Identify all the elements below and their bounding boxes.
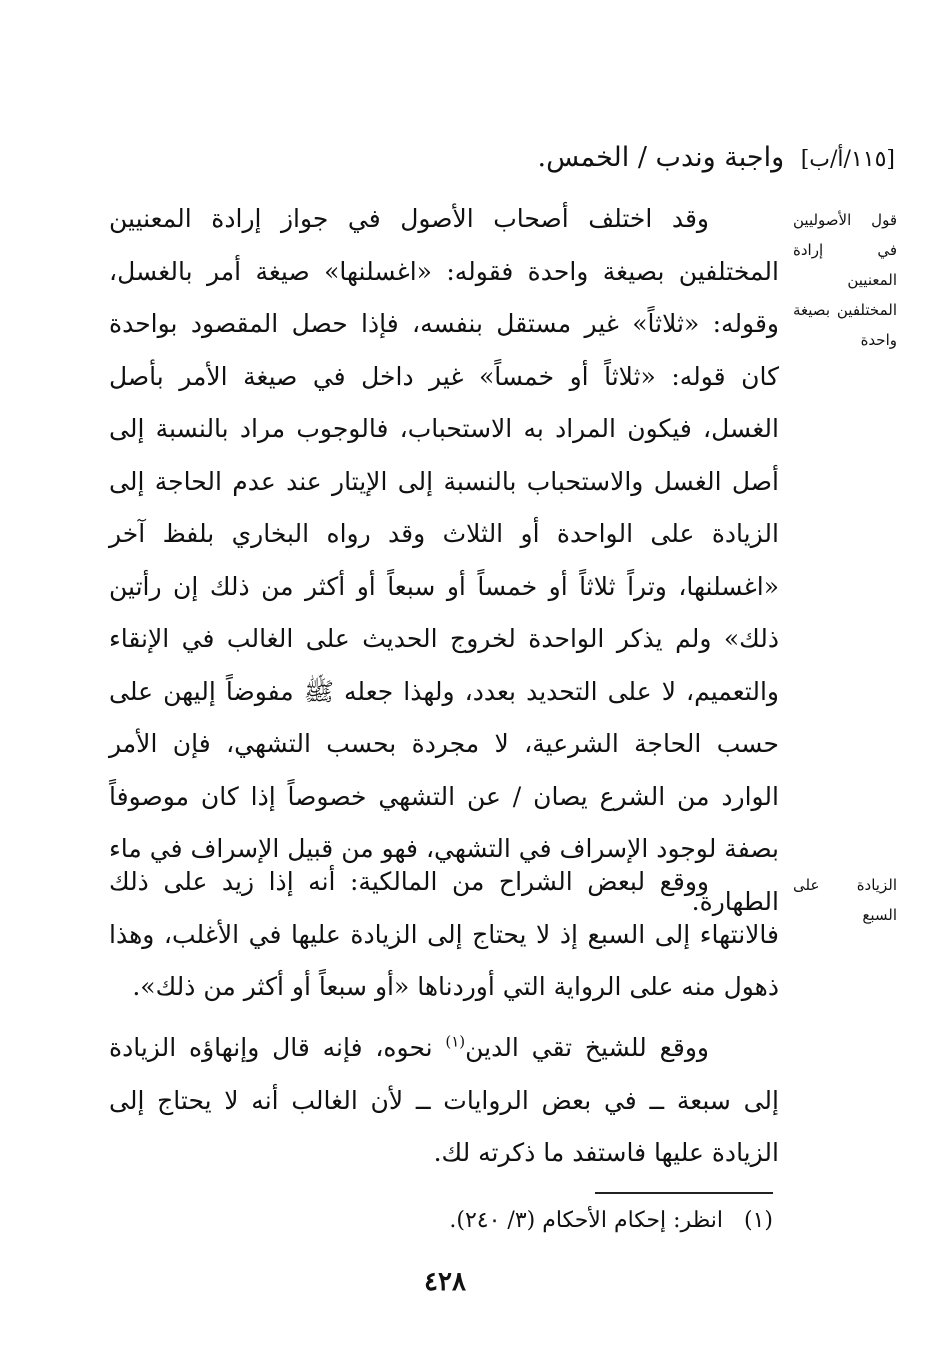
paragraph-2-text: ووقع لبعض الشراح من المالكية: أنه إذا زيد على ذلك فالانتهاء إلى السبع إذ لا يحتاج إلى الزيادة عليها في الأغلب، وهذا ذهول منه على الرواية التي أوردناها «أو سبعاً أو أكثر من ذلك». <box>109 867 779 1001</box>
paragraph-3 <box>109 1022 779 1180</box>
paragraph-3-start: ووقع للشيخ تقي الدين <box>465 1033 709 1062</box>
footnote-text: انظر: إحكام الأحكام (٣/ ٢٤٠). <box>449 1208 723 1233</box>
margin-note-usuliyyin: قول الأصوليين في إرادة المعنيين المختلفين بصيغة واحدة <box>793 211 897 349</box>
footnote <box>113 1203 773 1239</box>
footnote-divider <box>595 1192 773 1194</box>
paragraph-1-text: وقد اختلف أصحاب الأصول في جواز إرادة المعنيين المختلفين بصيغة واحدة فقوله: «اغسلنها» صيغة أمر بالغسل، وقوله: «ثلاثاً» غير مستقل بنفسه، فإذا حصل المقصود بواحدة كان قوله: «ثلاثاً أو خمساً» غير داخل في صيغة الأمر بأصل الغسل، فيكون المراد به الاستحباب، فالوجوب مراد بالنسبة إلى أصل الغسل والاستحباب بالنسبة إلى الإيتار عند عدم الحاجة إلى الزيادة على الواحدة أو الثلاث وقد رواه البخاري بلفظ آخر «اغسلنها، وتراً ثلاثاً أو خمساً أو سبعاً أو أكثر من ذلك إن رأتين ذلك» ولم يذكر الواحدة لخروج الحديث على الغالب في الإنقاء والتعميم، لا على التحديد بعدد، ولهذا جعله ﷺ مفوضاً إليهن على حسب الحاجة الشرعية، لا مجردة بحسب التشهي، فإن الأمر الوارد من الشرع يصان / عن التشهي خصوصاً إذا كان موصوفاً بصفة لوجود الإسراف في التشهي، فهو من قبيل الإسراف في ماء الطهارة. <box>109 204 779 916</box>
paragraph-2 <box>109 856 779 1014</box>
manuscript-folio-ref: [١١٥/أ/ب] <box>800 147 895 172</box>
paragraph-1 <box>109 193 779 928</box>
page-number: ٤٢٨ <box>424 1267 466 1297</box>
footnote-reference[interactable]: (١) <box>445 1032 466 1051</box>
margin-note-seven: الزيادة على السبع <box>793 876 897 924</box>
running-header <box>175 138 895 178</box>
footnote-number: (١) <box>743 1208 773 1233</box>
header-text: واجبة وندب / الخمس. <box>537 142 785 173</box>
paragraph-3-end: نحوه، فإنه قال وإنهاؤه الزيادة إلى سبعة ــ في بعض الروايات ــ لأن الغالب أنه لا يحتاج إلى الزيادة عليها فاستفد ما ذكرته لك. <box>109 1033 779 1167</box>
paragraph-3-text <box>109 1022 779 1180</box>
